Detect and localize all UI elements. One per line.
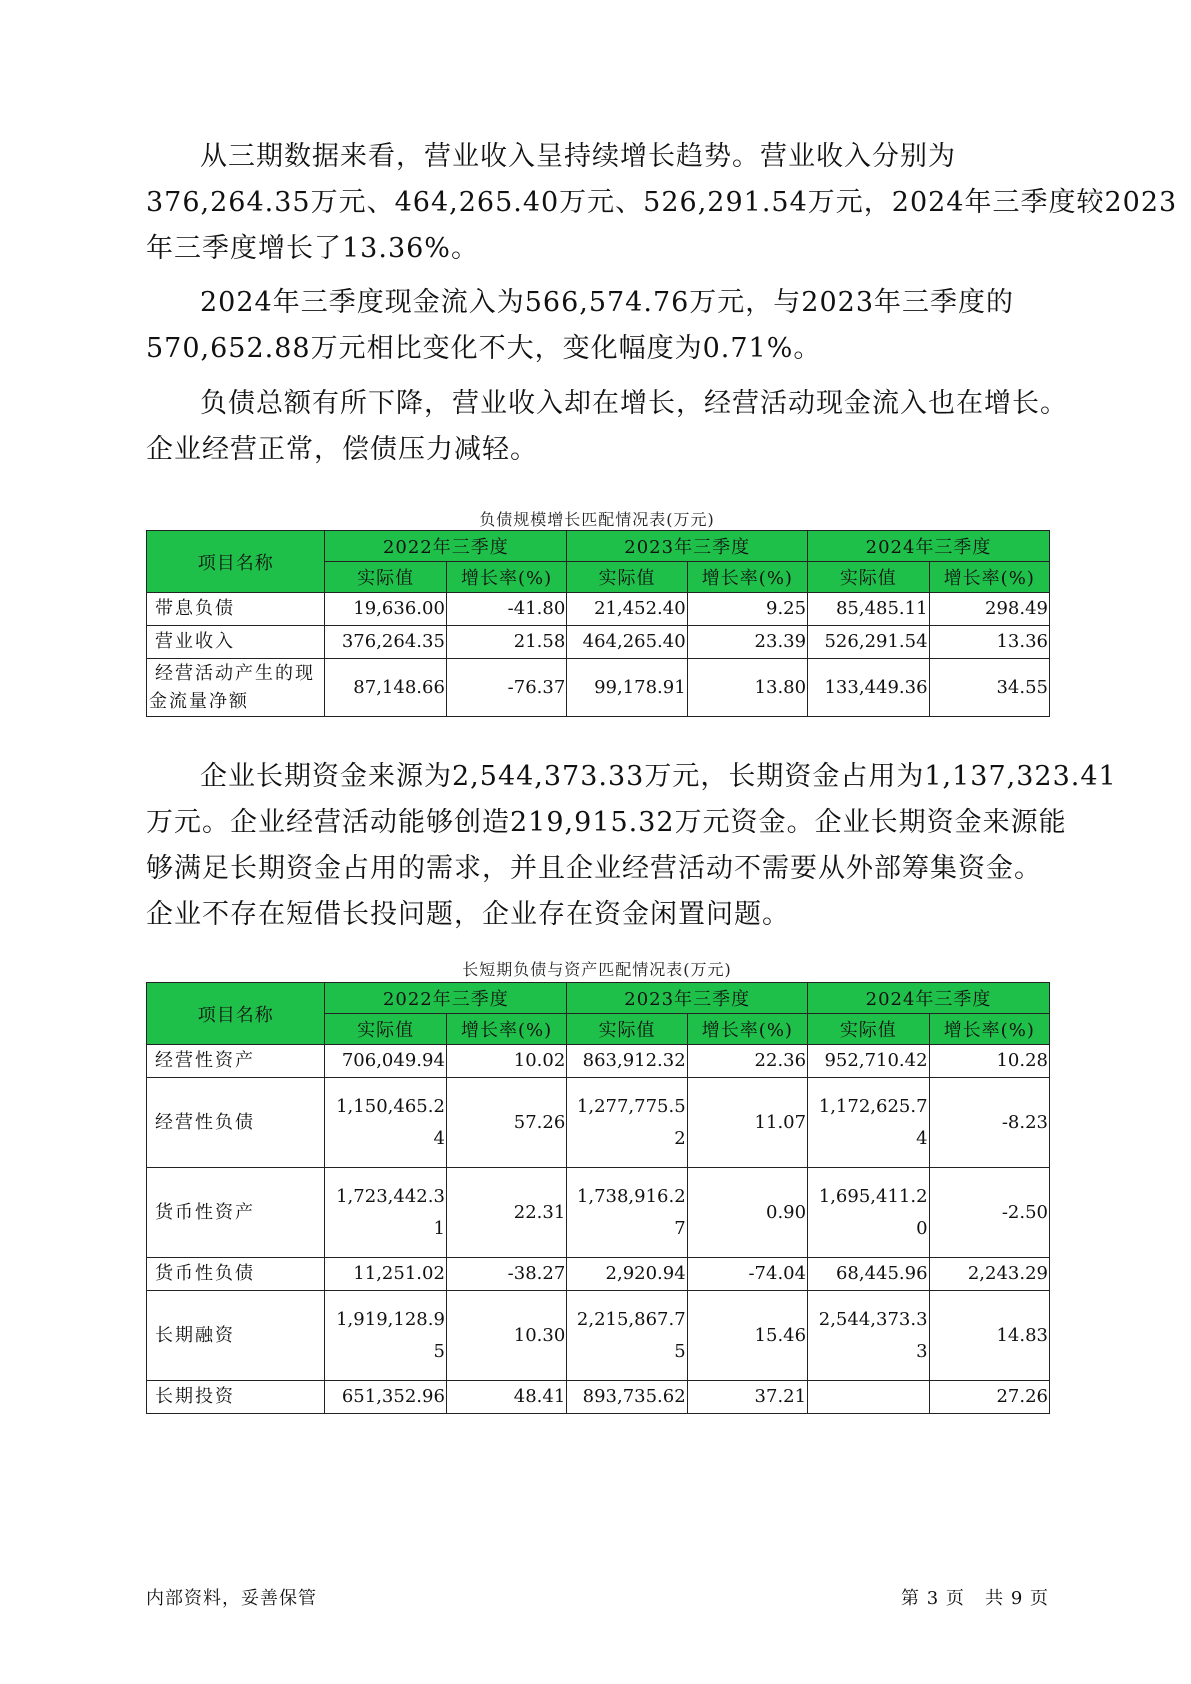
row-item-name-line: 经营性负债 <box>155 1111 255 1133</box>
cell-growth-rate: 22.31 <box>446 1168 566 1258</box>
table-row <box>147 1045 1050 1078</box>
header-growth: 增长率(%) <box>446 1014 566 1045</box>
cell-actual-value: 1,919,128.95 <box>325 1291 446 1381</box>
cell-growth-rate: -8.23 <box>929 1078 1049 1168</box>
text-line: 376,264.35万元、464,265.40万元、526,291.54万元，2024年三季度较2023 <box>146 187 1178 218</box>
header-actual: 实际值 <box>325 1014 446 1045</box>
row-item-name <box>147 1291 325 1381</box>
paragraph-revenue-trend <box>146 134 1178 272</box>
row-item-name <box>147 1168 325 1258</box>
row-item-name <box>147 626 325 659</box>
header-period: 2024年三季度 <box>808 983 1050 1014</box>
row-item-name-line: 长期融资 <box>155 1324 235 1346</box>
cell-actual-value: 85,485.11 <box>808 593 929 626</box>
row-item-name <box>147 593 325 626</box>
cell-actual-value: 651,352.96 <box>325 1381 446 1414</box>
text-line: 企业长期资金来源为2,544,373.33万元，长期资金占用为1,137,323.41 <box>200 761 1117 792</box>
row-item-name <box>147 1381 325 1414</box>
cell-actual-value: 11,251.02 <box>325 1258 446 1291</box>
cell-actual-value: 863,912.32 <box>567 1045 687 1078</box>
cell-actual-value: 893,735.62 <box>567 1381 687 1414</box>
row-item-name-line: 营业收入 <box>155 631 235 652</box>
cell-actual-value <box>808 1381 929 1414</box>
text-line: 负债总额有所下降，营业收入却在增长，经营活动现金流入也在增长。 <box>200 388 1068 419</box>
cell-growth-rate: 10.02 <box>446 1045 566 1078</box>
paragraph-cash-inflow <box>146 280 1076 372</box>
text-line: 够满足长期资金占用的需求，并且企业经营活动不需要从外部筹集资金。 <box>146 853 1042 884</box>
cell-growth-rate: 34.55 <box>929 659 1049 717</box>
cell-actual-value: 1,738,916.27 <box>567 1168 687 1258</box>
text-line: 企业不存在短借长投问题，企业存在资金闲置问题。 <box>146 899 790 930</box>
table-row <box>147 1381 1050 1414</box>
cell-growth-rate: 13.80 <box>687 659 807 717</box>
cell-growth-rate: -76.37 <box>446 659 566 717</box>
row-item-name <box>147 659 325 717</box>
text-line: 570,652.88万元相比变化不大，变化幅度为0.71%。 <box>146 333 822 364</box>
table2-body <box>147 1045 1050 1414</box>
header-actual: 实际值 <box>808 562 929 593</box>
cell-actual-value: 1,150,465.24 <box>325 1078 446 1168</box>
header-item-name: 项目名称 <box>147 531 325 593</box>
cell-growth-rate: 298.49 <box>929 593 1049 626</box>
cell-actual-value: 2,215,867.75 <box>567 1291 687 1381</box>
table2-caption: 长短期负债与资产匹配情况表(万元) <box>462 960 732 979</box>
cell-actual-value: 526,291.54 <box>808 626 929 659</box>
text-line: 企业经营正常，偿债压力减轻。 <box>146 434 538 465</box>
cell-growth-rate: -41.80 <box>446 593 566 626</box>
cell-growth-rate: 11.07 <box>687 1078 807 1168</box>
header-actual: 实际值 <box>808 1014 929 1045</box>
text-line: 从三期数据来看，营业收入呈持续增长趋势。营业收入分别为 <box>200 141 956 172</box>
table-row <box>147 1258 1050 1291</box>
cell-growth-rate: -74.04 <box>687 1258 807 1291</box>
footer-confidential: 内部资料，妥善保管 <box>146 1588 317 1609</box>
cell-growth-rate: 2,243.29 <box>929 1258 1049 1291</box>
row-item-name-line: 经营性资产 <box>155 1050 255 1071</box>
cell-actual-value: 99,178.91 <box>567 659 687 717</box>
header-period: 2023年三季度 <box>567 531 808 562</box>
cell-growth-rate: 37.21 <box>687 1381 807 1414</box>
header-actual: 实际值 <box>325 562 446 593</box>
cell-actual-value: 376,264.35 <box>325 626 446 659</box>
row-item-name-line: 货币性负债 <box>155 1263 255 1284</box>
cell-growth-rate: 10.28 <box>929 1045 1049 1078</box>
cell-growth-rate: 23.39 <box>687 626 807 659</box>
cell-growth-rate: 0.90 <box>687 1168 807 1258</box>
row-item-name-line: 货币性资产 <box>155 1201 255 1223</box>
cell-actual-value: 706,049.94 <box>325 1045 446 1078</box>
paragraph-debt-summary <box>146 381 1076 473</box>
header-actual: 实际值 <box>567 1014 687 1045</box>
cell-actual-value: 1,695,411.20 <box>808 1168 929 1258</box>
debt-scale-table <box>146 530 1050 717</box>
cell-growth-rate: 9.25 <box>687 593 807 626</box>
cell-actual-value: 2,920.94 <box>567 1258 687 1291</box>
table1-caption: 负债规模增长匹配情况表(万元) <box>479 510 715 529</box>
debt-asset-match-table <box>146 982 1050 1414</box>
header-period: 2022年三季度 <box>325 531 567 562</box>
cell-growth-rate: 22.36 <box>687 1045 807 1078</box>
cell-actual-value: 19,636.00 <box>325 593 446 626</box>
header-growth: 增长率(%) <box>929 562 1049 593</box>
table-row <box>147 659 1050 717</box>
cell-growth-rate: 14.83 <box>929 1291 1049 1381</box>
table-row <box>147 626 1050 659</box>
header-period: 2023年三季度 <box>567 983 808 1014</box>
table-row <box>147 1078 1050 1168</box>
cell-actual-value: 21,452.40 <box>567 593 687 626</box>
header-actual: 实际值 <box>567 562 687 593</box>
cell-actual-value: 1,723,442.31 <box>325 1168 446 1258</box>
row-item-name-line: 带息负债 <box>155 598 235 619</box>
cell-actual-value: 2,544,373.33 <box>808 1291 929 1381</box>
cell-growth-rate: -2.50 <box>929 1168 1049 1258</box>
header-growth: 增长率(%) <box>687 1014 807 1045</box>
cell-growth-rate: 21.58 <box>446 626 566 659</box>
table-row <box>147 1291 1050 1381</box>
cell-actual-value: 68,445.96 <box>808 1258 929 1291</box>
cell-actual-value: 1,277,775.52 <box>567 1078 687 1168</box>
row-item-name-line: 金流量净额 <box>149 690 249 712</box>
footer-page-number: 第 3 页 共 9 页 <box>901 1588 1049 1609</box>
cell-growth-rate: 57.26 <box>446 1078 566 1168</box>
cell-actual-value: 952,710.42 <box>808 1045 929 1078</box>
header-growth: 增长率(%) <box>446 562 566 593</box>
row-item-name <box>147 1078 325 1168</box>
row-item-name-line: 长期投资 <box>155 1386 235 1407</box>
text-line: 2024年三季度现金流入为566,574.76万元，与2023年三季度的 <box>200 287 1015 318</box>
row-item-name <box>147 1045 325 1078</box>
table-row <box>147 1168 1050 1258</box>
row-item-name <box>147 1258 325 1291</box>
cell-growth-rate: 15.46 <box>687 1291 807 1381</box>
cell-growth-rate: 10.30 <box>446 1291 566 1381</box>
header-growth: 增长率(%) <box>929 1014 1049 1045</box>
text-line: 年三季度增长了13.36%。 <box>146 233 479 264</box>
cell-actual-value: 464,265.40 <box>567 626 687 659</box>
header-period: 2022年三季度 <box>325 983 567 1014</box>
header-item-name: 项目名称 <box>147 983 325 1045</box>
cell-growth-rate: -38.27 <box>446 1258 566 1291</box>
header-period: 2024年三季度 <box>808 531 1050 562</box>
cell-growth-rate: 48.41 <box>446 1381 566 1414</box>
cell-actual-value: 87,148.66 <box>325 659 446 717</box>
cell-actual-value: 133,449.36 <box>808 659 929 717</box>
row-item-name-line: 经营活动产生的现 <box>155 662 315 684</box>
paragraph-long-term-funds <box>146 754 1117 938</box>
table1-body <box>147 593 1050 717</box>
cell-growth-rate: 27.26 <box>929 1381 1049 1414</box>
table-row <box>147 593 1050 626</box>
header-growth: 增长率(%) <box>687 562 807 593</box>
cell-actual-value: 1,172,625.74 <box>808 1078 929 1168</box>
text-line: 万元。企业经营活动能够创造219,915.32万元资金。企业长期资金来源能 <box>146 807 1067 838</box>
cell-growth-rate: 13.36 <box>929 626 1049 659</box>
